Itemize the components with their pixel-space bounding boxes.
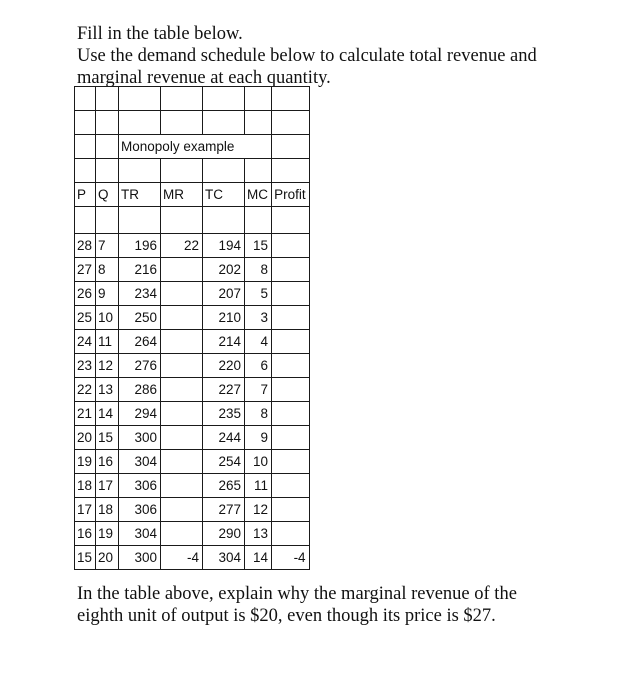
blank-row xyxy=(75,207,310,234)
table-row xyxy=(75,522,310,546)
marginal-revenue-cell[interactable] xyxy=(161,474,203,498)
empty-cell[interactable] xyxy=(161,87,203,111)
profit-cell[interactable] xyxy=(272,498,310,522)
total-cost-cell: 220 xyxy=(203,354,245,378)
profit-cell[interactable] xyxy=(272,330,310,354)
table-row xyxy=(75,258,310,282)
empty-cell[interactable] xyxy=(96,135,119,159)
price-cell: 27 xyxy=(75,258,96,282)
empty-cell[interactable] xyxy=(161,111,203,135)
empty-cell[interactable] xyxy=(203,159,245,183)
profit-cell[interactable] xyxy=(272,354,310,378)
empty-cell[interactable] xyxy=(96,87,119,111)
total-revenue-cell: 250 xyxy=(119,306,161,330)
marginal-cost-cell: 11 xyxy=(245,474,272,498)
blank-row xyxy=(75,159,310,183)
price-cell: 20 xyxy=(75,426,96,450)
marginal-cost-cell: 12 xyxy=(245,498,272,522)
marginal-cost-cell: 14 xyxy=(245,546,272,570)
blank-row xyxy=(75,87,310,111)
marginal-cost-cell: 5 xyxy=(245,282,272,306)
empty-cell[interactable] xyxy=(245,111,272,135)
total-revenue-cell: 264 xyxy=(119,330,161,354)
table-row xyxy=(75,498,310,522)
empty-cell[interactable] xyxy=(119,207,161,234)
total-cost-cell: 194 xyxy=(203,234,245,258)
empty-cell[interactable] xyxy=(119,159,161,183)
total-revenue-cell: 306 xyxy=(119,498,161,522)
marginal-cost-cell: 10 xyxy=(245,450,272,474)
quantity-cell: 14 xyxy=(96,402,119,426)
table-row xyxy=(75,402,310,426)
profit-cell[interactable] xyxy=(272,402,310,426)
table-row xyxy=(75,426,310,450)
empty-cell[interactable] xyxy=(161,207,203,234)
marginal-revenue-cell[interactable] xyxy=(161,498,203,522)
marginal-revenue-cell[interactable] xyxy=(161,258,203,282)
total-cost-cell: 290 xyxy=(203,522,245,546)
quantity-cell: 18 xyxy=(96,498,119,522)
empty-cell[interactable] xyxy=(119,87,161,111)
table-row xyxy=(75,354,310,378)
question xyxy=(77,583,517,627)
header-profit: Profit xyxy=(272,183,310,207)
empty-cell[interactable] xyxy=(203,111,245,135)
profit-cell[interactable] xyxy=(272,258,310,282)
empty-cell[interactable] xyxy=(245,207,272,234)
price-cell: 21 xyxy=(75,402,96,426)
total-cost-cell: 227 xyxy=(203,378,245,402)
marginal-cost-cell: 8 xyxy=(245,402,272,426)
profit-cell[interactable] xyxy=(272,522,310,546)
price-cell: 17 xyxy=(75,498,96,522)
price-cell: 23 xyxy=(75,354,96,378)
profit-cell[interactable] xyxy=(272,378,310,402)
profit-cell: -4 xyxy=(272,546,310,570)
total-cost-cell: 304 xyxy=(203,546,245,570)
empty-cell[interactable] xyxy=(75,111,96,135)
quantity-cell: 19 xyxy=(96,522,119,546)
price-cell: 18 xyxy=(75,474,96,498)
header-marginal-revenue: MR xyxy=(161,183,203,207)
header-quantity: Q xyxy=(96,183,119,207)
quantity-cell: 15 xyxy=(96,426,119,450)
empty-cell[interactable] xyxy=(96,111,119,135)
total-cost-cell: 254 xyxy=(203,450,245,474)
marginal-cost-cell: 6 xyxy=(245,354,272,378)
table-row xyxy=(75,378,310,402)
marginal-cost-cell: 4 xyxy=(245,330,272,354)
empty-cell[interactable] xyxy=(272,135,310,159)
quantity-cell: 11 xyxy=(96,330,119,354)
profit-cell[interactable] xyxy=(272,282,310,306)
price-cell: 16 xyxy=(75,522,96,546)
empty-cell[interactable] xyxy=(75,87,96,111)
empty-cell[interactable] xyxy=(245,87,272,111)
instructions xyxy=(77,23,537,89)
total-cost-cell: 202 xyxy=(203,258,245,282)
price-cell: 26 xyxy=(75,282,96,306)
marginal-revenue-cell[interactable] xyxy=(161,402,203,426)
marginal-revenue-cell: 22 xyxy=(161,234,203,258)
marginal-revenue-cell[interactable] xyxy=(161,522,203,546)
total-revenue-cell: 300 xyxy=(119,546,161,570)
header-marginal-cost: MC xyxy=(245,183,272,207)
table-row xyxy=(75,282,310,306)
empty-cell[interactable] xyxy=(203,207,245,234)
profit-cell[interactable] xyxy=(272,234,310,258)
total-revenue-cell: 216 xyxy=(119,258,161,282)
empty-cell[interactable] xyxy=(203,87,245,111)
total-revenue-cell: 304 xyxy=(119,450,161,474)
monopoly-table xyxy=(74,86,310,570)
question-line-2: eighth unit of output is $20, even though its price is $27. xyxy=(77,606,496,626)
empty-cell[interactable] xyxy=(272,159,310,183)
profit-cell[interactable] xyxy=(272,306,310,330)
quantity-cell: 9 xyxy=(96,282,119,306)
total-revenue-cell: 300 xyxy=(119,426,161,450)
table-row xyxy=(75,234,310,258)
header-price: P xyxy=(75,183,96,207)
total-revenue-cell: 304 xyxy=(119,522,161,546)
empty-cell[interactable] xyxy=(75,135,96,159)
quantity-cell: 17 xyxy=(96,474,119,498)
table-row xyxy=(75,546,310,570)
profit-cell[interactable] xyxy=(272,474,310,498)
table-row xyxy=(75,474,310,498)
total-cost-cell: 265 xyxy=(203,474,245,498)
total-revenue-cell: 286 xyxy=(119,378,161,402)
total-revenue-cell: 196 xyxy=(119,234,161,258)
marginal-cost-cell: 8 xyxy=(245,258,272,282)
marginal-cost-cell: 13 xyxy=(245,522,272,546)
empty-cell[interactable] xyxy=(96,159,119,183)
instruction-line-1: Fill in the table below. xyxy=(77,24,243,44)
empty-cell[interactable] xyxy=(161,159,203,183)
marginal-revenue-cell[interactable] xyxy=(161,354,203,378)
marginal-revenue-cell[interactable] xyxy=(161,282,203,306)
table-title: Monopoly example xyxy=(119,135,272,159)
marginal-revenue-cell[interactable] xyxy=(161,378,203,402)
empty-cell[interactable] xyxy=(245,159,272,183)
marginal-revenue-cell[interactable] xyxy=(161,306,203,330)
total-cost-cell: 207 xyxy=(203,282,245,306)
total-cost-cell: 277 xyxy=(203,498,245,522)
total-cost-cell: 210 xyxy=(203,306,245,330)
marginal-revenue-cell[interactable] xyxy=(161,426,203,450)
price-cell: 22 xyxy=(75,378,96,402)
table-row xyxy=(75,330,310,354)
quantity-cell: 20 xyxy=(96,546,119,570)
empty-cell[interactable] xyxy=(96,207,119,234)
total-revenue-cell: 294 xyxy=(119,402,161,426)
marginal-revenue-cell[interactable] xyxy=(161,330,203,354)
title-row xyxy=(75,135,310,159)
price-cell: 15 xyxy=(75,546,96,570)
empty-cell[interactable] xyxy=(75,207,96,234)
total-cost-cell: 244 xyxy=(203,426,245,450)
quantity-cell: 7 xyxy=(96,234,119,258)
header-row xyxy=(75,183,310,207)
marginal-revenue-cell: -4 xyxy=(161,546,203,570)
blank-row xyxy=(75,111,310,135)
quantity-cell: 13 xyxy=(96,378,119,402)
empty-cell[interactable] xyxy=(75,159,96,183)
question-line-1: In the table above, explain why the marginal revenue of the xyxy=(77,584,517,604)
header-total-cost: TC xyxy=(203,183,245,207)
price-cell: 28 xyxy=(75,234,96,258)
quantity-cell: 12 xyxy=(96,354,119,378)
empty-cell[interactable] xyxy=(272,87,310,111)
profit-cell[interactable] xyxy=(272,426,310,450)
total-revenue-cell: 276 xyxy=(119,354,161,378)
total-cost-cell: 214 xyxy=(203,330,245,354)
table-row xyxy=(75,306,310,330)
empty-cell[interactable] xyxy=(272,207,310,234)
total-revenue-cell: 306 xyxy=(119,474,161,498)
marginal-cost-cell: 3 xyxy=(245,306,272,330)
instruction-line-3: marginal revenue at each quantity. xyxy=(77,68,331,88)
marginal-revenue-cell[interactable] xyxy=(161,450,203,474)
empty-cell[interactable] xyxy=(272,111,310,135)
marginal-cost-cell: 7 xyxy=(245,378,272,402)
total-revenue-cell: 234 xyxy=(119,282,161,306)
empty-cell[interactable] xyxy=(119,111,161,135)
price-cell: 19 xyxy=(75,450,96,474)
price-cell: 24 xyxy=(75,330,96,354)
marginal-cost-cell: 15 xyxy=(245,234,272,258)
total-cost-cell: 235 xyxy=(203,402,245,426)
marginal-cost-cell: 9 xyxy=(245,426,272,450)
instruction-line-2: Use the demand schedule below to calculate total revenue and xyxy=(77,46,537,66)
quantity-cell: 8 xyxy=(96,258,119,282)
profit-cell[interactable] xyxy=(272,450,310,474)
price-cell: 25 xyxy=(75,306,96,330)
table-row xyxy=(75,450,310,474)
quantity-cell: 10 xyxy=(96,306,119,330)
header-total-revenue: TR xyxy=(119,183,161,207)
quantity-cell: 16 xyxy=(96,450,119,474)
